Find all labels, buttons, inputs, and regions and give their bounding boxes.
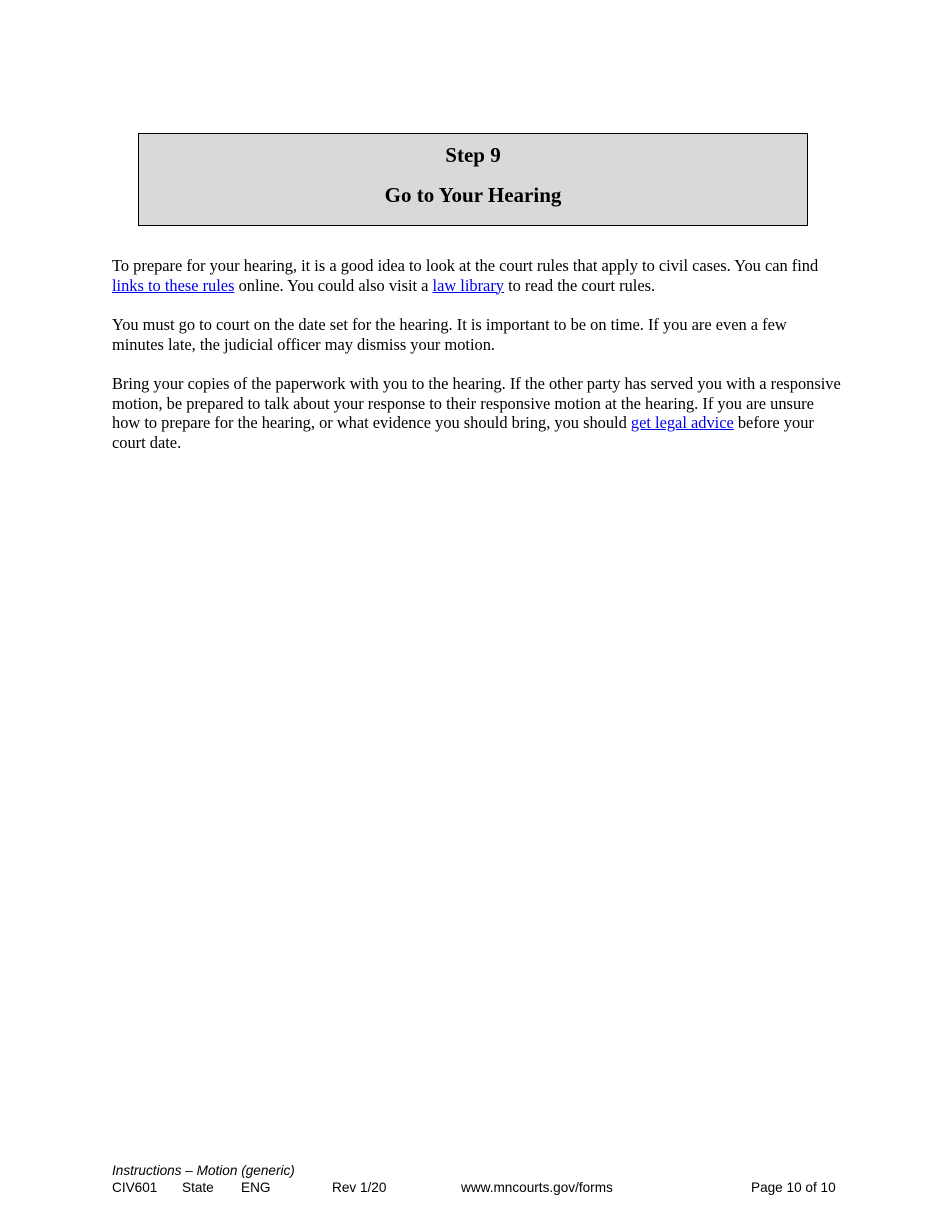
paragraph-text: to read the court rules. — [503, 275, 656, 295]
paragraph-text: online. You could also visit a — [234, 275, 433, 295]
footer-language: ENG — [241, 1180, 271, 1195]
paragraph-text: before your court date. — [112, 413, 814, 452]
paragraph-text: Bring your copies of the paperwork with you to the hearing. If the other party has served you with a responsive motion, be prepared to talk about your response to their responsive motion at the hearing. If you are unsure how to prepare for the hearing, or what evidence you should bring, you should — [112, 374, 841, 433]
footer-info-row — [112, 1180, 842, 1196]
paragraph-text: To prepare for your hearing, it is a good idea to look at the court rules that apply to civil cases. You can find — [112, 256, 819, 275]
law-library-link[interactable]: law library — [432, 275, 504, 295]
footer-page-number: Page 10 of 10 — [751, 1180, 836, 1195]
step-header-box — [138, 133, 808, 226]
links-to-rules-link[interactable]: links to these rules — [112, 275, 235, 295]
step-number: Step 9 — [445, 143, 501, 167]
step-title: Go to Your Hearing — [384, 183, 562, 207]
get-legal-advice-link[interactable]: get legal advice — [630, 413, 734, 433]
footer-revision: Rev 1/20 — [332, 1180, 387, 1195]
footer-url: www.mncourts.gov/forms — [461, 1180, 613, 1195]
paragraph-court-rules — [112, 256, 842, 295]
footer-state: State — [182, 1180, 214, 1195]
footer-form-title: Instructions – Motion (generic) — [112, 1163, 295, 1178]
paragraph-hearing-date: You must go to court on the date set for the hearing. It is important to be on time. If you are even a few minutes late, the judicial officer may dismiss your motion. — [112, 315, 787, 354]
paragraph-bring-paperwork — [112, 374, 842, 452]
footer-form-code: CIV601 — [112, 1180, 158, 1195]
